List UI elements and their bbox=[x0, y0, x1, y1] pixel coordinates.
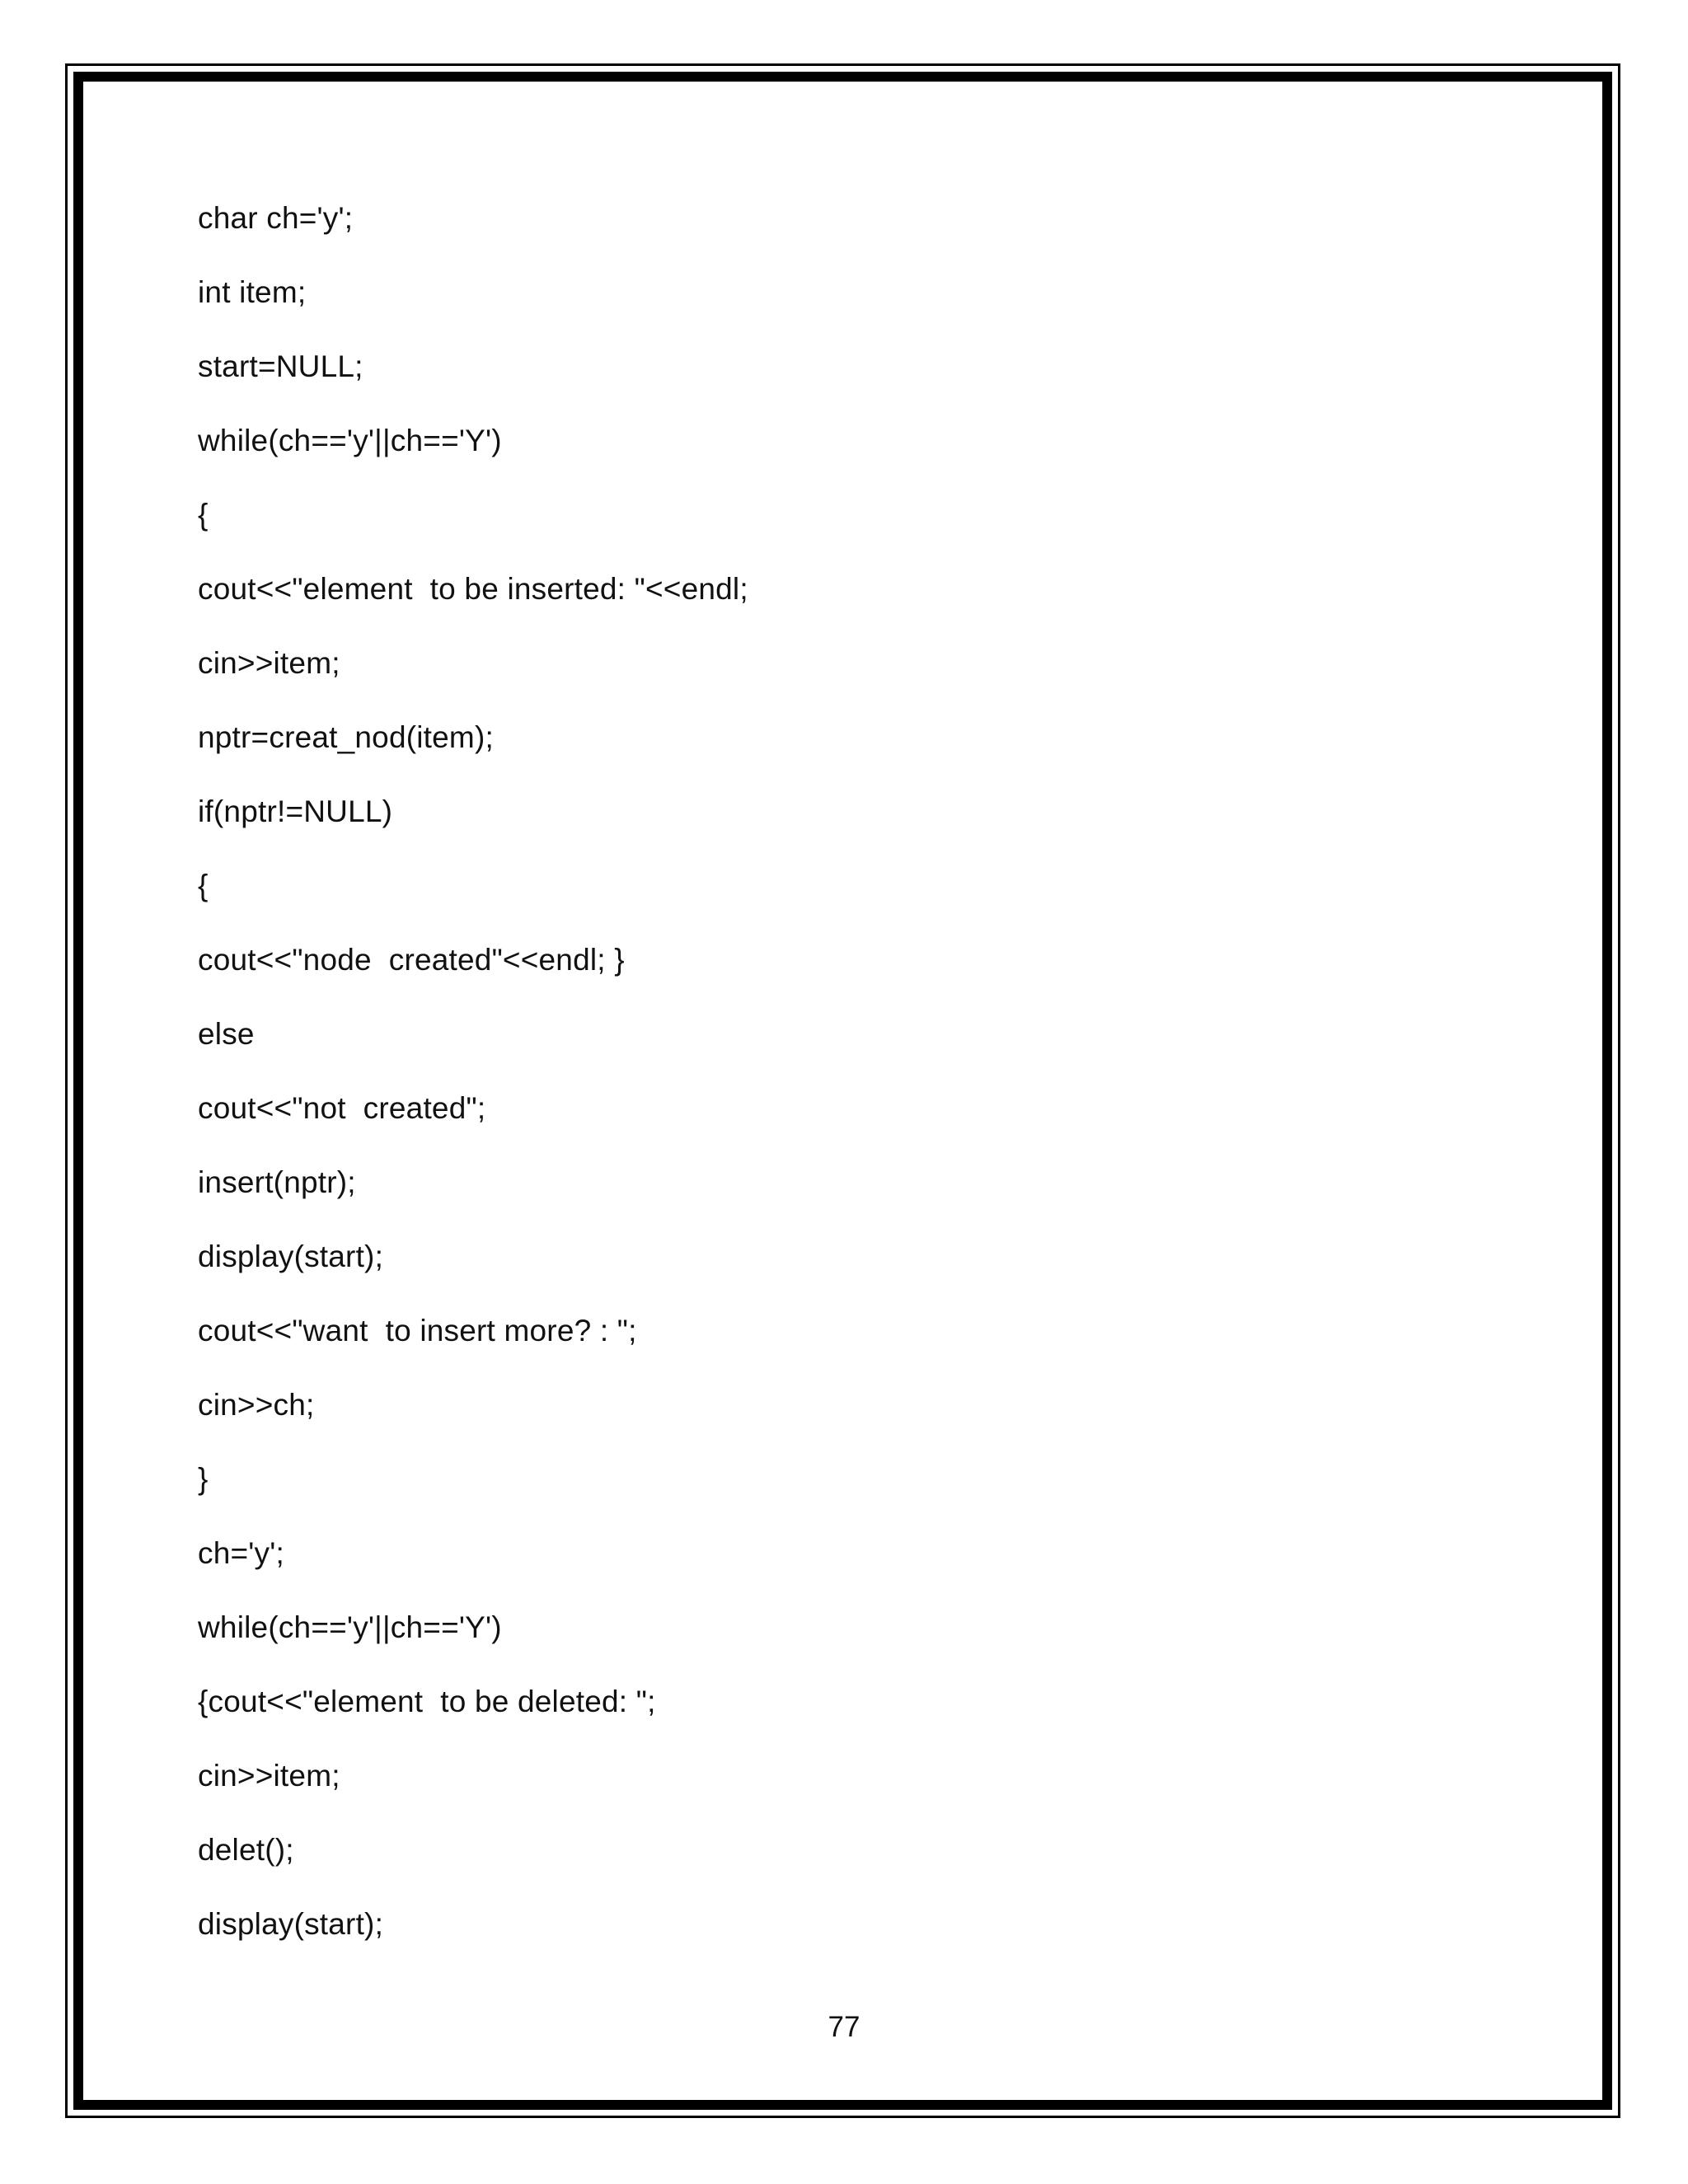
code-line: while(ch=='y'||ch=='Y') bbox=[198, 1610, 502, 1644]
code-line: char ch='y'; bbox=[198, 201, 354, 235]
code-line: cout<<"not created"; bbox=[198, 1091, 486, 1125]
code-line: { bbox=[198, 498, 209, 532]
code-line: { bbox=[198, 869, 209, 902]
code-line: cout<<"node created"<<endl; } bbox=[198, 943, 625, 977]
code-line: cout<<"element to be inserted: "<<endl; bbox=[198, 572, 748, 606]
code-line: ch='y'; bbox=[198, 1536, 284, 1570]
code-line: cin>>item; bbox=[198, 1759, 340, 1793]
code-line: cin>>ch; bbox=[198, 1388, 315, 1422]
code-line: delet(); bbox=[198, 1833, 294, 1867]
code-line: else bbox=[198, 1017, 255, 1051]
code-line: start=NULL; bbox=[198, 349, 363, 383]
code-line: insert(nptr); bbox=[198, 1165, 356, 1199]
code-line: nptr=creat_nod(item); bbox=[198, 720, 494, 754]
code-line: if(nptr!=NULL) bbox=[198, 794, 393, 828]
code-line: cout<<"want to insert more? : "; bbox=[198, 1314, 637, 1347]
code-line: } bbox=[198, 1462, 209, 1496]
code-line: while(ch=='y'||ch=='Y') bbox=[198, 424, 502, 457]
page-number: 77 bbox=[828, 2011, 860, 2043]
code-line: cin>>item; bbox=[198, 646, 340, 680]
code-listing bbox=[198, 198, 748, 1978]
code-line: int item; bbox=[198, 275, 307, 309]
code-line: {cout<<"element to be deleted: "; bbox=[198, 1685, 656, 1718]
code-line: display(start); bbox=[198, 1907, 384, 1941]
code-line: display(start); bbox=[198, 1240, 384, 1273]
